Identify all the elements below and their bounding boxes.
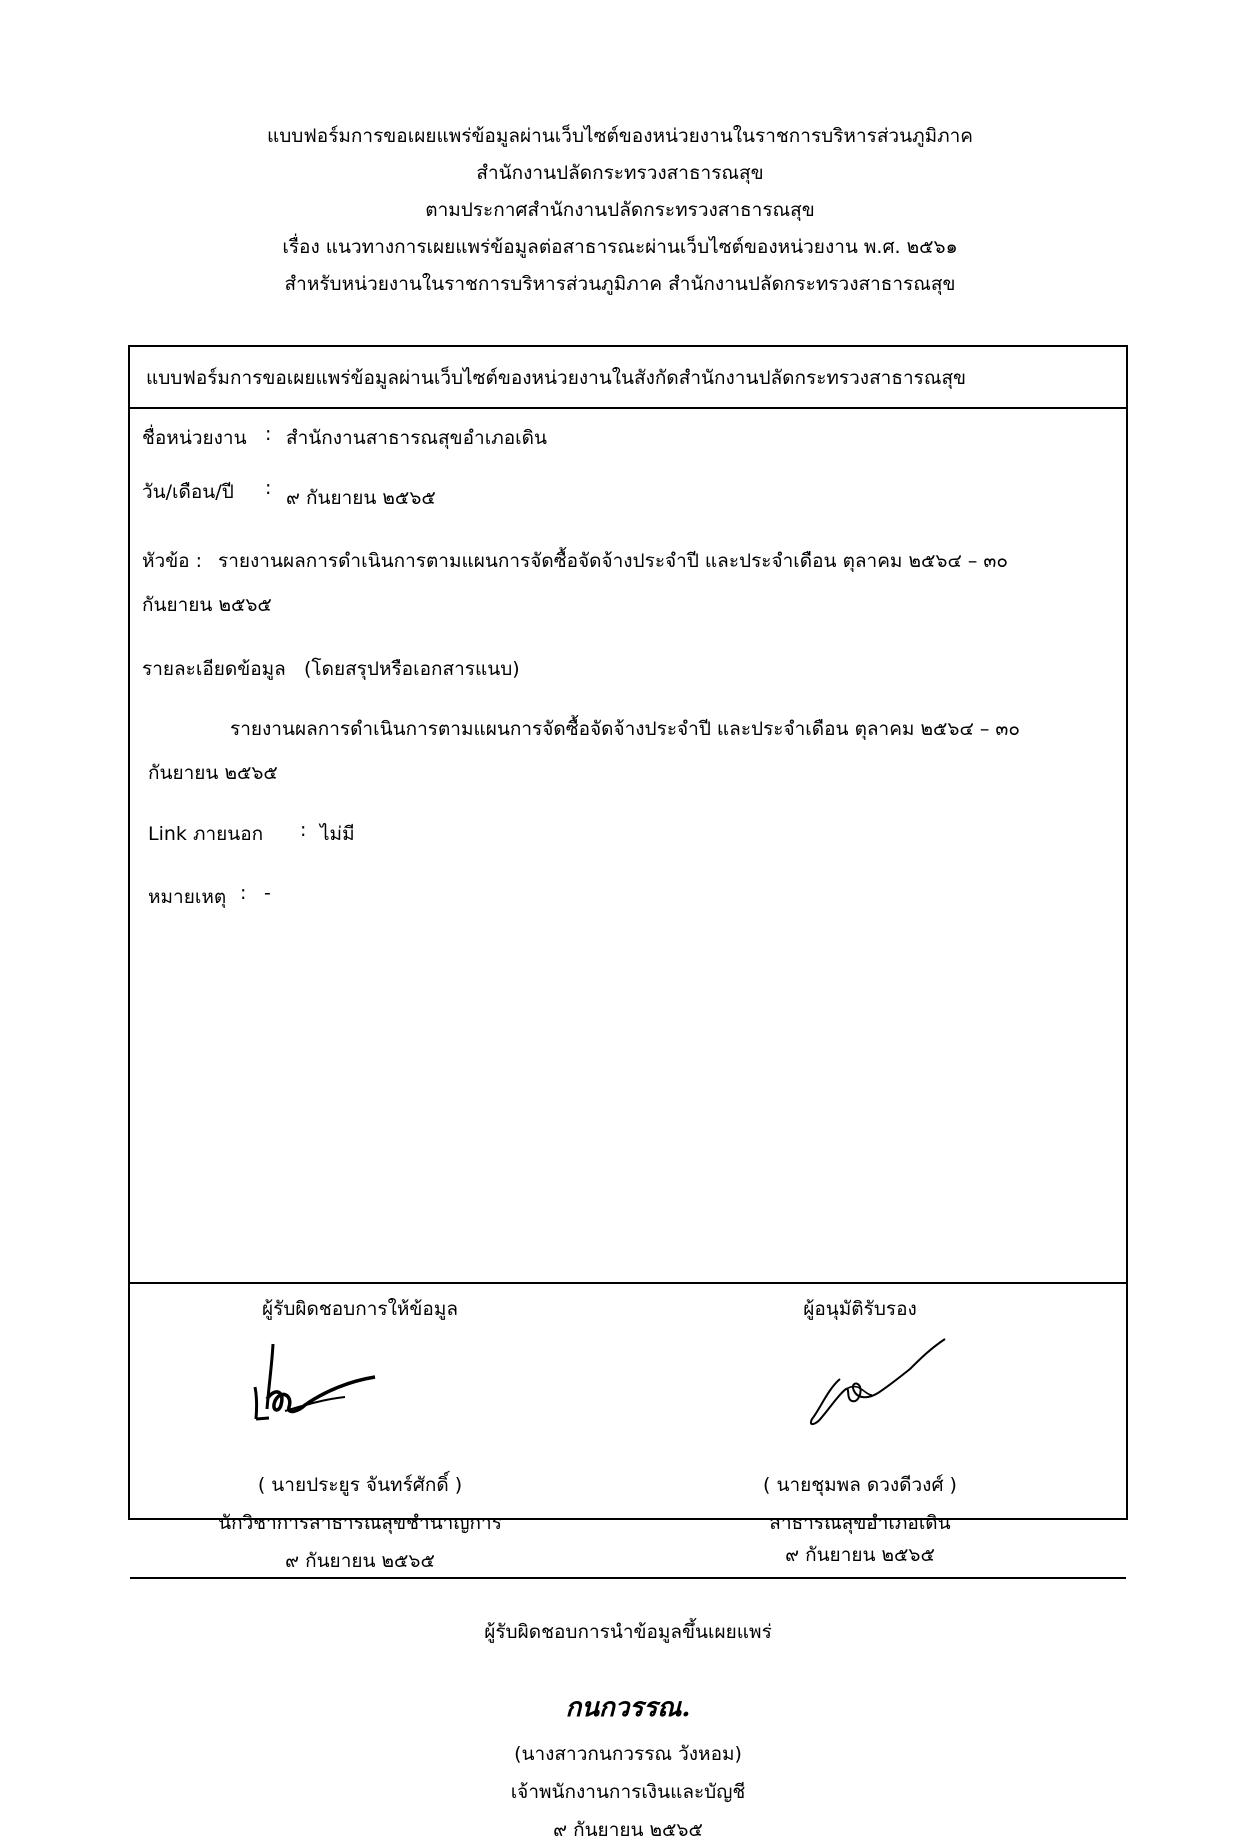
provider-date: ๙ กันยายน ๒๕๖๕ <box>285 1550 435 1572</box>
form-title: แบบฟอร์มการขอเผยแพร่ข้อมูลผ่านเว็บไซต์ของหน่วยงานในสังกัดสำนักงานปลัดกระทรวงสาธารณสุข <box>146 367 967 389</box>
approver-position: สาธารณสุขอำเภอเดิน <box>769 1512 951 1534</box>
detail-hint: (โดยสรุปหรือเอกสารแนบ) <box>304 658 520 680</box>
date-colon: : <box>265 477 272 499</box>
link-colon: : <box>300 819 307 841</box>
publisher-name: (นางสาวกนกวรรณ วังหอม) <box>514 1743 742 1765</box>
topic-line-1: รายงานผลการดำเนินการตามแผนการจัดซื้อจัดจ้างประจำปี และประจำเดือน ตุลาคม ๒๕๖๔ – ๓๐ <box>218 550 1009 572</box>
approver-signature <box>800 1319 960 1439</box>
date-label: วัน/เดือน/ปี <box>142 481 234 503</box>
approver-signature-block <box>630 1284 1130 1577</box>
form-details-row <box>130 409 1126 1284</box>
header-line-3: ตามประกาศสำนักงานปลัดกระทรวงสาธารณสุข <box>425 199 815 221</box>
date-value: ๙ กันยายน ๒๕๖๕ <box>286 487 436 509</box>
publisher-date: ๙ กันยายน ๒๕๖๕ <box>553 1819 703 1841</box>
unit-value: สำนักงานสาธารณสุขอำเภอเดิน <box>286 427 547 449</box>
topic-label: หัวข้อ : <box>142 550 203 572</box>
publisher-row <box>130 1579 1126 1841</box>
unit-colon: : <box>265 423 272 445</box>
header-line-4: เรื่อง แนวทางการเผยแพร่ข้อมูลต่อสาธารณะผ่านเว็บไซต์ของหน่วยงาน พ.ศ. ๒๕๖๑ <box>282 236 958 258</box>
provider-name: ( นายประยูร จันทร์ศักดิ์ ) <box>257 1474 463 1496</box>
topic-line-2: กันยายน ๒๕๖๕ <box>142 594 272 616</box>
provider-signature <box>245 1339 385 1424</box>
provider-position: นักวิชาการสาธารณสุขชำนาญการ <box>218 1512 502 1534</box>
detail-line-1: รายงานผลการดำเนินการตามแผนการจัดซื้อจัดจ้างประจำปี และประจำเดือน ตุลาคม ๒๕๖๔ – ๓๐ <box>230 718 1021 740</box>
note-colon: : <box>240 882 247 904</box>
provider-heading: ผู้รับผิดชอบการให้ข้อมูล <box>262 1298 458 1320</box>
publisher-signature: กนกวรรณ. <box>565 1693 691 1723</box>
detail-line-2: กันยายน ๒๕๖๕ <box>148 762 278 784</box>
detail-label: รายละเอียดข้อมูล <box>142 658 286 680</box>
document-header <box>0 118 1240 303</box>
header-line-1: แบบฟอร์มการขอเผยแพร่ข้อมูลผ่านเว็บไซต์ของหน่วยงานในราชการบริหารส่วนภูมิภาค <box>266 125 974 147</box>
request-form <box>128 345 1128 1841</box>
publisher-position: เจ้าพนักงานการเงินและบัญชี <box>510 1781 746 1803</box>
header-line-5: สำหรับหน่วยงานในราชการบริหารส่วนภูมิภาค สำนักงานปลัดกระทรวงสาธารณสุข <box>284 273 956 295</box>
link-value: ไม่มี <box>320 823 355 845</box>
form-title-row <box>130 347 1126 409</box>
unit-label: ชื่อหน่วยงาน <box>142 427 247 449</box>
publisher-heading: ผู้รับผิดชอบการนำข้อมูลขึ้นเผยแพร่ <box>484 1621 772 1643</box>
link-label: Link ภายนอก <box>148 823 264 845</box>
note-value: - <box>264 882 271 904</box>
approver-heading: ผู้อนุมัติรับรอง <box>803 1298 917 1320</box>
approver-date: ๙ กันยายน ๒๕๖๕ <box>785 1544 935 1566</box>
note-label: หมายเหตุ <box>148 886 227 908</box>
provider-signature-block <box>130 1284 630 1577</box>
approver-name: ( นายชุมพล ดวงดีวงศ์ ) <box>763 1474 957 1496</box>
header-line-2: สำนักงานปลัดกระทรวงสาธารณสุข <box>476 162 764 184</box>
signature-row <box>130 1284 1126 1579</box>
